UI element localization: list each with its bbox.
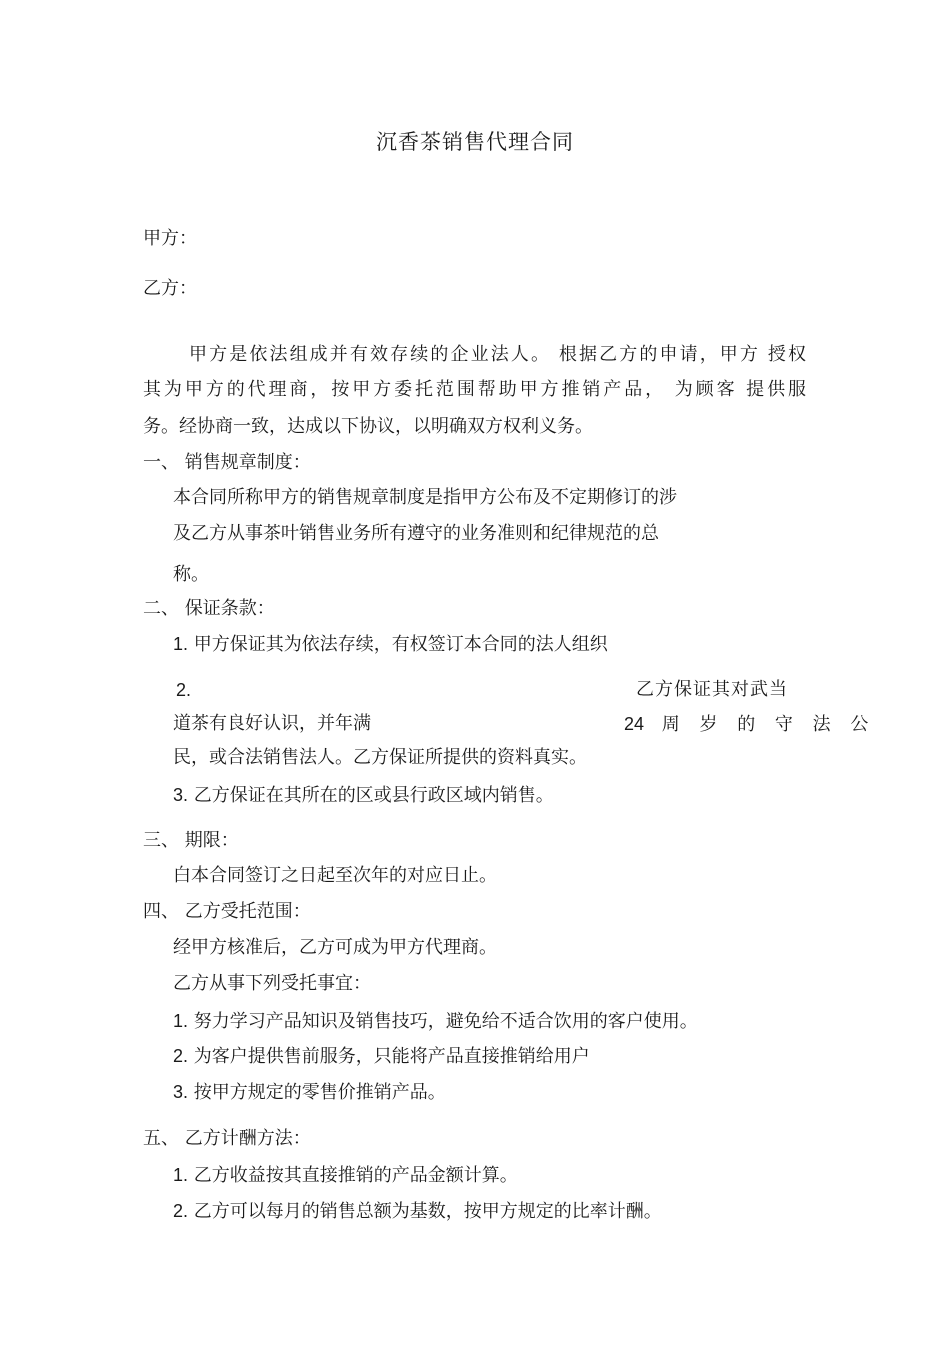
section-2-item-2-line-2-left: 道茶有良好认识，并年满 xyxy=(173,713,371,734)
section-1-line-2: 及乙方从事茶叶销售业务所有遵守的业务准则和纪律规范的总 xyxy=(173,523,659,544)
item-text: 为客户提供售前服务，只能将产品直接推销给用户 xyxy=(188,1046,590,1067)
intro-line-1: 甲方是依法组成并有效存续的企业法人。 根据乙方的申请，甲方 授权 xyxy=(189,344,806,365)
section-4-item-1 xyxy=(173,1008,698,1035)
item-number: 1. xyxy=(173,634,189,654)
section-4-line-2: 乙方从事下列受托事宜： xyxy=(173,973,371,994)
item-number: 1. xyxy=(173,1165,189,1185)
age-number: 24 xyxy=(624,714,645,734)
item-text: 甲方保证其为依法存续，有权签订本合同的法人组织 xyxy=(188,634,608,655)
section-4-item-2 xyxy=(173,1043,590,1070)
section-1-line-1: 本合同所称甲方的销售规章制度是指甲方公布及不定期修订的涉 xyxy=(173,487,677,508)
intro-line-2: 其为甲方的代理商，按甲方委托范围帮助甲方推销产品， 为顾客 提供服 xyxy=(143,379,806,400)
item-text: 努力学习产品知识及销售技巧，避免给不适合饮用的客户使用。 xyxy=(188,1011,698,1032)
section-2-item-2-line-2-right xyxy=(624,711,870,738)
item-text: 乙方收益按其直接推销的产品金额计算。 xyxy=(188,1165,518,1186)
section-1-heading: 一、 销售规章制度： xyxy=(143,452,311,473)
document-title: 沉香茶销售代理合同 xyxy=(376,130,574,154)
section-4-heading: 四、 乙方受托范围： xyxy=(143,901,311,922)
item-number: 2. xyxy=(173,1201,189,1221)
item-number: 3. xyxy=(173,785,189,805)
item-number: 1. xyxy=(173,1011,189,1031)
section-1-line-3: 称。 xyxy=(173,564,209,585)
item-text: 按甲方规定的零售价推销产品。 xyxy=(188,1082,446,1103)
section-5-item-2 xyxy=(173,1198,662,1225)
section-4-item-3 xyxy=(173,1079,446,1106)
section-2-item-2-text-right: 乙方保证其对武当 xyxy=(636,679,788,700)
section-2-heading: 二、 保证条款： xyxy=(143,598,275,619)
section-3-heading: 三、 期限： xyxy=(143,830,239,851)
age-text: 周 岁 的 守 法 公 xyxy=(644,714,871,735)
section-5-heading: 五、 乙方计酬方法： xyxy=(143,1128,311,1149)
section-2-item-3 xyxy=(173,782,554,809)
item-text: 乙方保证在其所在的区或县行政区域内销售。 xyxy=(188,785,554,806)
party-a-label: 甲方： xyxy=(143,228,197,249)
party-b-label: 乙方： xyxy=(143,278,197,299)
section-2-item-2-number: 2. xyxy=(176,680,192,700)
section-4-line-1: 经甲方核准后，乙方可成为甲方代理商。 xyxy=(173,937,497,958)
item-text: 乙方可以每月的销售总额为基数，按甲方规定的比率计酬。 xyxy=(188,1201,662,1222)
section-2-item-2-line-3: 民，或合法销售法人。乙方保证所提供的资料真实。 xyxy=(173,747,587,768)
section-3-line: 白本合同签订之日起至次年的对应日止。 xyxy=(173,865,497,886)
section-5-item-1 xyxy=(173,1162,518,1189)
item-number: 2. xyxy=(173,1046,189,1066)
item-number: 3. xyxy=(173,1082,189,1102)
section-2-item-1 xyxy=(173,631,608,658)
intro-line-3: 务。经协商一致，达成以下协议，以明确双方权利义务。 xyxy=(143,416,593,437)
